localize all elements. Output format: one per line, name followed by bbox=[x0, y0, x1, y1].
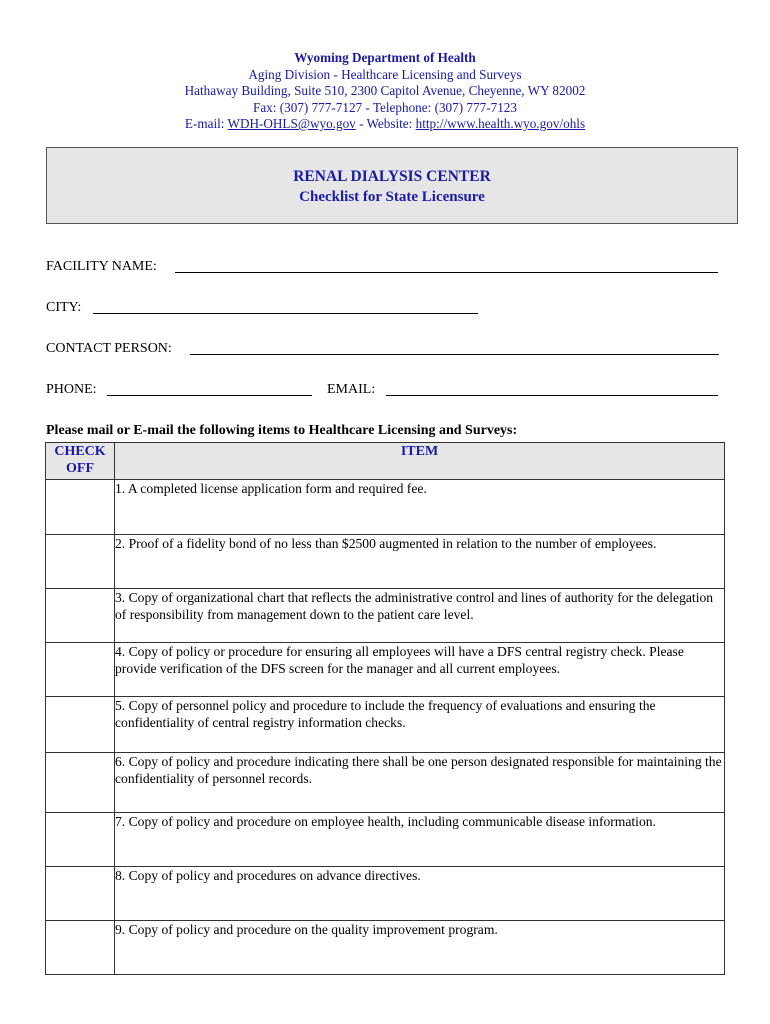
item-text: 6. Copy of policy and procedure indicating there shall be one person designated responsible for maintaining the confidentiality of personnel records. bbox=[115, 753, 725, 813]
email-link[interactable]: WDH-OHLS@wyo.gov bbox=[227, 116, 356, 131]
table-row bbox=[46, 480, 725, 535]
table-row bbox=[46, 697, 725, 753]
table-row bbox=[46, 867, 725, 921]
title-box bbox=[46, 147, 738, 224]
table-row bbox=[46, 589, 725, 643]
form-subtitle: Checklist for State Licensure bbox=[299, 189, 485, 205]
item-text: 3. Copy of organizational chart that reflects the administrative control and lines of authority for the delegation of responsibility from management down to the patient care level. bbox=[115, 589, 725, 643]
table-row bbox=[46, 813, 725, 867]
check-off-cell[interactable] bbox=[46, 697, 115, 753]
check-off-cell[interactable] bbox=[46, 480, 115, 535]
city-field[interactable] bbox=[93, 313, 478, 314]
check-off-cell[interactable] bbox=[46, 535, 115, 589]
city-label: CITY: bbox=[46, 300, 82, 315]
fax-phone: Fax: (307) 777-7127 - Telephone: (307) 777-7123 bbox=[252, 99, 517, 115]
check-off-cell[interactable] bbox=[46, 589, 115, 643]
website-label: - Website: bbox=[355, 116, 416, 131]
item-text: 7. Copy of policy and procedure on employee health, including communicable disease information. bbox=[115, 813, 725, 867]
phone-field[interactable] bbox=[107, 395, 312, 396]
contact-person-field[interactable] bbox=[190, 354, 719, 355]
item-header: ITEM bbox=[115, 443, 725, 480]
check-off-cell[interactable] bbox=[46, 753, 115, 813]
check-off-cell[interactable] bbox=[46, 813, 115, 867]
check-off-cell[interactable] bbox=[46, 867, 115, 921]
table-header-row bbox=[46, 443, 725, 480]
item-text: 4. Copy of policy or procedure for ensuring all employees will have a DFS central registry check. Please provide verification of the DFS screen for the manager and all current employees. bbox=[115, 643, 725, 697]
table-row bbox=[46, 535, 725, 589]
facility-name-field[interactable] bbox=[175, 272, 718, 273]
address: Hathaway Building, Suite 510, 2300 Capitol Avenue, Cheyenne, WY 82002 bbox=[184, 83, 586, 98]
contact-person-label: CONTACT PERSON: bbox=[46, 341, 172, 356]
instructions: Please mail or E-mail the following items to Healthcare Licensing and Surveys: bbox=[46, 423, 518, 438]
division-name: Aging Division - Healthcare Licensing and Surveys bbox=[248, 66, 522, 82]
email-field[interactable] bbox=[386, 395, 718, 396]
email-label: E-mail: bbox=[184, 116, 228, 131]
table-row bbox=[46, 643, 725, 697]
email-field-label: EMAIL: bbox=[327, 382, 376, 397]
phone-label: PHONE: bbox=[46, 382, 97, 397]
table-row bbox=[46, 921, 725, 975]
item-text: 8. Copy of policy and procedures on advance directives. bbox=[115, 867, 725, 921]
check-off-cell[interactable] bbox=[46, 643, 115, 697]
letterhead bbox=[0, 50, 770, 133]
item-text: 1. A completed license application form and required fee. bbox=[115, 480, 725, 535]
facility-name-label: FACILITY NAME: bbox=[46, 259, 157, 274]
item-text: 9. Copy of policy and procedure on the quality improvement program. bbox=[115, 921, 725, 975]
form-title: RENAL DIALYSIS CENTER bbox=[293, 168, 491, 185]
check-off-cell[interactable] bbox=[46, 921, 115, 975]
org-name: Wyoming Department of Health bbox=[294, 50, 476, 65]
website-link[interactable]: http://www.health.wyo.gov/ohls bbox=[415, 116, 586, 131]
table-row bbox=[46, 753, 725, 813]
item-text: 2. Proof of a fidelity bond of no less than $2500 augmented in relation to the number of employees. bbox=[115, 535, 725, 589]
contact-line bbox=[0, 116, 770, 133]
check-off-header: CHECK OFF bbox=[46, 443, 115, 480]
checklist-table bbox=[45, 442, 725, 975]
item-text: 5. Copy of personnel policy and procedure to include the frequency of evaluations and ensuring the confidentiality of central registry information checks. bbox=[115, 697, 725, 753]
